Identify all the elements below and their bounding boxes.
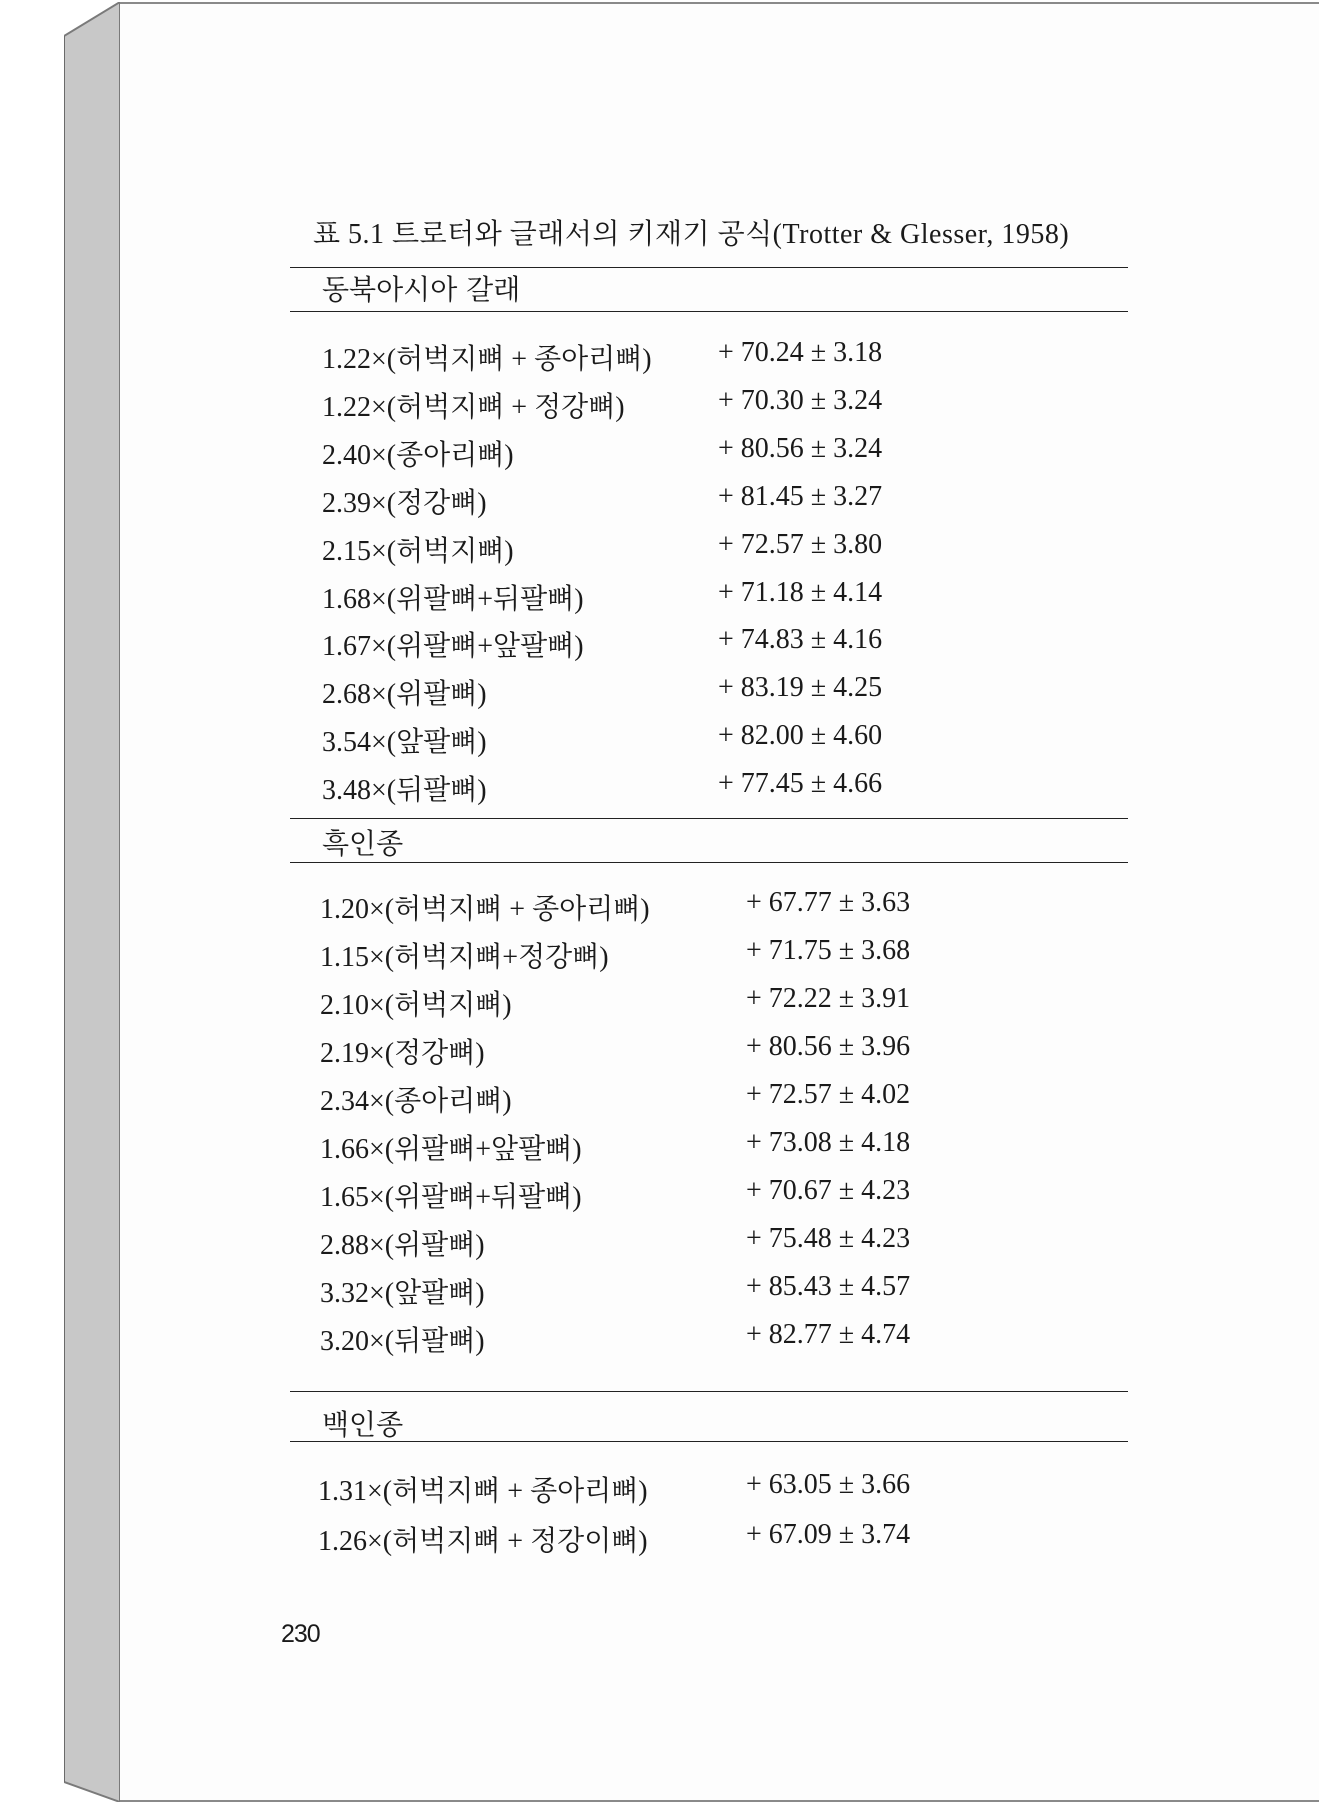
formula-cell: 3.54×(앞팔뼈) [322,727,487,759]
formula-cell: 1.22×(허벅지뼈 + 정강뼈) [322,391,625,423]
formula-cell: 1.67×(위팔뼈+앞팔뼈) [322,631,584,663]
table-row [322,768,942,807]
section-top-rule [290,818,1128,819]
table-row [320,1223,940,1259]
constant-cell: + 83.19 ± 4.25 [718,672,883,704]
formula-cell: 2.40×(종아리뼈) [322,439,514,471]
constant-cell: + 72.57 ± 4.02 [746,1079,911,1110]
formula-cell: 1.66×(위팔뼈+앞팔뼈) [320,1134,582,1165]
constant-cell: + 71.75 ± 3.68 [746,935,911,966]
table-row [322,577,942,613]
constant-cell: + 77.45 ± 4.66 [718,768,883,800]
constant-cell: + 72.57 ± 3.80 [718,528,883,560]
formula-cell: 1.20×(허벅지뼈 + 종아리뼈) [320,894,650,925]
constant-cell: + 81.45 ± 3.27 [718,480,883,512]
section-top-rule [290,1391,1128,1392]
table-row [320,1127,940,1163]
constant-cell: + 70.30 ± 3.24 [718,384,883,416]
constant-cell: + 75.48 ± 4.23 [746,1223,911,1254]
section-bottom-rule [290,311,1128,312]
constant-cell: + 73.08 ± 4.18 [746,1127,911,1158]
constant-cell: + 67.09 ± 3.74 [746,1519,911,1550]
table-row [322,624,942,663]
book-edge [64,2,120,1802]
formula-cell: 1.65×(위팔뼈+뒤팔뼈) [320,1182,582,1213]
constant-cell: + 74.83 ± 4.16 [718,624,883,656]
formula-cell: 1.26×(허벅지뼈 + 정강이뼈) [318,1526,648,1557]
constant-cell: + 71.18 ± 4.14 [718,576,883,608]
table-row [322,337,942,373]
formula-cell: 2.88×(위팔뼈) [320,1230,485,1261]
constant-cell: + 70.24 ± 3.18 [718,337,883,368]
section-bottom-rule [290,862,1128,863]
constant-cell: + 67.77 ± 3.63 [746,887,911,918]
table-row [320,1175,940,1211]
constant-cell: + 70.67 ± 4.23 [746,1175,911,1206]
table-row [320,1079,940,1115]
table-row [320,1031,940,1067]
table-row [320,1319,940,1355]
formula-cell: 1.22×(허벅지뼈 + 종아리뼈) [322,344,652,375]
formula-cell: 2.15×(허벅지뼈) [322,535,514,567]
constant-cell: + 80.56 ± 3.24 [718,432,883,464]
section-bottom-rule [290,1441,1128,1442]
table-row [320,935,940,971]
formula-cell: 2.10×(허벅지뼈) [320,990,512,1021]
constant-cell: + 63.05 ± 3.66 [746,1469,911,1500]
formula-cell: 2.19×(정강뼈) [320,1038,485,1069]
constant-cell: + 82.77 ± 4.74 [746,1319,911,1350]
formula-cell: 1.15×(허벅지뼈+정강뼈) [320,942,609,973]
constant-cell: + 82.00 ± 4.60 [718,720,883,752]
table-row [322,720,942,759]
table-row [318,1469,938,1505]
formula-cell: 2.68×(위팔뼈) [322,679,487,711]
constant-cell: + 72.22 ± 3.91 [746,983,911,1014]
table-row [322,481,942,517]
page-number: 230 [281,1620,320,1648]
table-row [322,529,942,565]
formula-cell: 2.34×(종아리뼈) [320,1086,512,1117]
table-row [322,433,942,469]
table-row [320,1271,940,1307]
table-row [320,887,940,923]
table-caption: 표 5.1 트로터와 글래서의 키재기 공식(Trotter & Glesser, 1958) [313,219,1070,250]
section-heading: 백인종 [322,1408,404,1441]
formula-cell: 1.68×(위팔뼈+뒤팔뼈) [322,583,584,615]
table-row [320,983,940,1019]
constant-cell: + 80.56 ± 3.96 [746,1031,911,1062]
constant-cell: + 85.43 ± 4.57 [746,1271,911,1302]
table-row [318,1519,938,1555]
section-heading: 흑인종 [322,827,404,860]
formula-cell: 2.39×(정강뼈) [322,487,487,519]
table-row [322,672,942,711]
formula-cell: 3.32×(앞팔뼈) [320,1278,485,1309]
section-heading: 동북아시아 갈래 [322,273,521,306]
formula-cell: 1.31×(허벅지뼈 + 종아리뼈) [318,1476,648,1507]
table-row [322,385,942,421]
formula-cell: 3.20×(뒤팔뼈) [320,1326,485,1357]
formula-cell: 3.48×(뒤팔뼈) [322,775,487,807]
